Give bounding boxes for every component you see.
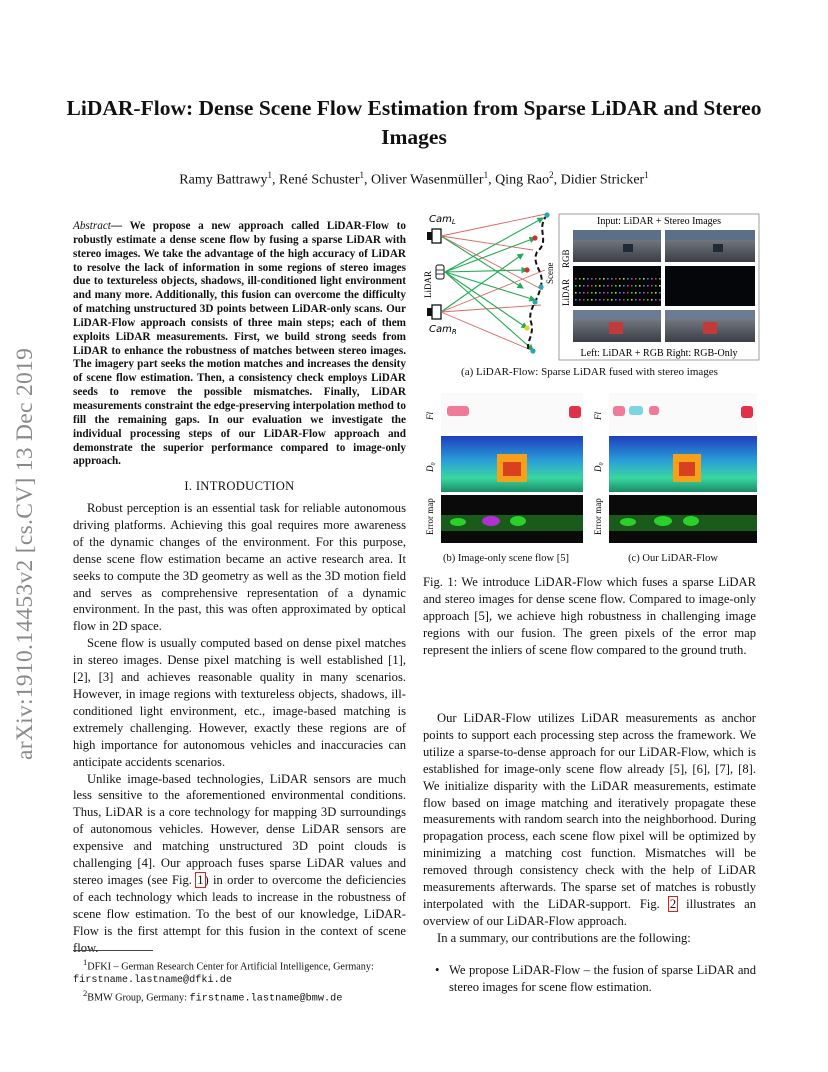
rgb-row-label: RGB [561,249,571,268]
input-label: Input: LiDAR + Stereo Images [597,216,721,227]
subcaption-b: (b) Image-only scene flow [5] [443,553,569,564]
footnote-1-text: DFKI – German Research Center for Artificial Intelligence, Germany: [87,961,374,973]
row-label-fl-right: Fl [593,412,603,420]
scene-label: Scene [545,262,555,284]
row-label-error: Error map [425,498,435,535]
row-label-d0: $D_0$ [425,462,437,472]
subcaption-c: (c) Our LiDAR-Flow [628,553,718,564]
row-label-d0-right: $D_0$ [593,462,605,472]
figure-reference-link[interactable]: 2 [669,896,677,911]
camera-left-icon [427,229,441,243]
paragraph: Our LiDAR-Flow utilizes LiDAR measurements as anchor points to support each processing step across the framework. We utilize a sparse-to-dense approach for our LiDAR-Flow, which is established for image-only scene flow already [5], [6], [7], [8]. We initialize disparity with the LiDAR measurements, estimate flow based on image matching and iteratively propagate these measurements with random search into the neighborhood. During propagation process, each scene flow pixel will be optimized by minimizing a matching cost function. Mismatches will be removed through consistency check with the help of LiDAR measurements afterwards. The sparse set of matches is robustly interpolated with the LiDAR-support. Fig. 2 illustrates an overview of our LiDAR-Flow approach. [423,711,756,928]
right-column-body [423,710,756,947]
section-heading: I. INTRODUCTION [184,479,295,493]
footnote-2-email[interactable]: firstname.lastname@bmw.de [189,993,343,1005]
lidar-image-right [665,266,755,306]
abstract [73,220,406,469]
author-affiliation: 1 [483,170,489,180]
bullet-dot: • [435,963,440,977]
author-name: Ramy Battrawy [179,172,268,188]
row-label-error-right: Error map [593,498,603,535]
row-label-fl: Fl [425,412,435,420]
paragraph: In a summary, our contributions are the following: [437,930,691,945]
rgb-fused-right [665,310,755,342]
result-grid [425,393,757,543]
author-affiliation: 2 [549,170,554,180]
rgb-image-left [573,230,661,262]
lidar-label: LiDAR [423,271,433,298]
footnote-1: $^1$DFKI – German Research Center for Artificial Intelligence, Germany: [83,957,374,973]
abstract-text: — We propose a new approach called LiDAR-Flow to robustly estimate a dense scene flow by fusing a sparse LiDAR with stereo images. We take the advantage of the high accuracy of LiDAR to resolve the lack of information in some regions of stereo images due to textureless objects, shadows, ill-conditioned light environment and many more. Additionally, this fusion can overcome the difficulty of matching unstructured 3D points between LiDAR-only scans. Our LiDAR-Flow approach consists of three main steps; each of them exploits LiDAR measurements. First, we build strong seeds from LiDAR to enhance the robustness of matches between stereo images. The imagery part seeks the motion matches and increases the density of scene flow estimation. Then, a consistency check employs LiDAR seeds to remove the possible mismatches. Finally, LiDAR measurements constraint the edge-preserving interpolation method to fill the remaining gaps. In our evaluation we investigate the individual processing steps of our LiDAR-Flow approach and demonstrate the superior performance compared to image-only approach. [73,220,406,468]
footnote-2-text: BMW Group, Germany: [87,992,187,1004]
author-affiliation: 1 [267,170,273,180]
author-name: Qing Rao [495,172,550,188]
bottom-panel-label: Left: LiDAR + RGB Right: RGB-Only [580,348,738,359]
paragraph: Unlike image-based technologies, LiDAR sensors are much less sensitive to the aforementioned environmental conditions. Thus, LiDAR is a core technology for mapping 3D surroundings of autonomous vehicles. However, dense LiDAR sensors are expensive and matching unstructured 3D point clouds is challenging [4]. Our approach fuses sparse LiDAR values and stereo images (see Fig. 1) in order to overcome the deficiencies of each technology which leads to increase in the robustness of scene flow estimation. To the best of our knowledge, LiDAR-Flow is the first attempt for this fusion in the context of scene flow. [73,771,406,955]
author-name: Oliver Wasenmüller [371,172,484,188]
arxiv-stamp: arXiv:1910.14453v2 [cs.CV] 13 Dec 2019 [12,347,38,760]
subcaption-a: (a) LiDAR-Flow: Sparse LiDAR fused with stereo images [461,366,718,378]
author-name: René Schuster [279,172,360,188]
paragraph: Robust perception is an essential task for reliable autonomous driving platforms. Achieving this goal requires more awareness of the dynamic changes of the environment. For this purpose, dense scene flow estimation became an active research area. It seeks to compute the 3D geometry as well as the 3D motion field and serves as comprehensive representation of a dynamic environment. In the past, this was often approximated by optical flow in 2D space. [73,501,406,634]
list-item: We propose LiDAR-Flow – the fusion of sparse LiDAR and stereo images for scene flow estimation. [449,963,756,994]
author-affiliation: 1 [644,170,649,180]
lidar-row-label: LiDAR [561,279,571,306]
footnotes [73,956,406,1006]
author-name: Didier Stricker [560,172,645,188]
footnote-2: $^2$BMW Group, Germany: firstname.lastname@bmw.de [83,988,343,1005]
introduction-body [73,500,406,956]
author-list: Ramy Battrawy$^1$, René Schuster$^1$, Oliver Wasenmüller$^1$, Qing Rao$^2$, Didier Stricker$^1$ [179,170,649,188]
lidar-image-left [573,266,661,306]
abstract-label: Abstract [73,220,111,232]
footnote-1-email[interactable]: firstname.lastname@dfki.de [73,975,232,987]
cam-r-label: Cam$_R$ [429,324,457,336]
author-affiliation: 1 [359,170,365,180]
paper-title: LiDAR-Flow: Dense Scene Flow Estimation from Sparse LiDAR and Stereo Images [66,96,762,149]
cam-l-label: Cam$_L$ [429,214,456,226]
figure-1 [423,210,763,555]
rgb-image-right [665,230,755,262]
rgb-fused-left [573,310,661,342]
lidar-sensor-icon [436,265,444,279]
figure-caption: Fig. 1: We introduce LiDAR-Flow which fuses a sparse LiDAR and stereo images for dense scene flow. Compared to image-only approach [5], we achieve high robustness in challenging image regions with our fusion. The green pixels of the error map represent the inliers of scene flow compared to the ground truth. [423,575,756,657]
figure-reference-link[interactable]: 1 [197,872,204,887]
camera-right-icon [427,305,441,319]
paragraph: Scene flow is usually computed based on dense pixel matches in stereo images. Dense pixel matching is well established [1], [2], [3] and achieves reasonable quality in many scenarios. However, in image regions with textureless objects, shadows, ill-conditioned light environment, etc., image-based matching is extremely challenging. However, exactly these regions are of high importance for autonomous vehicles and inaccuracies can anticipate accidents scenarios. [73,636,406,769]
footnote-rule [73,950,153,951]
